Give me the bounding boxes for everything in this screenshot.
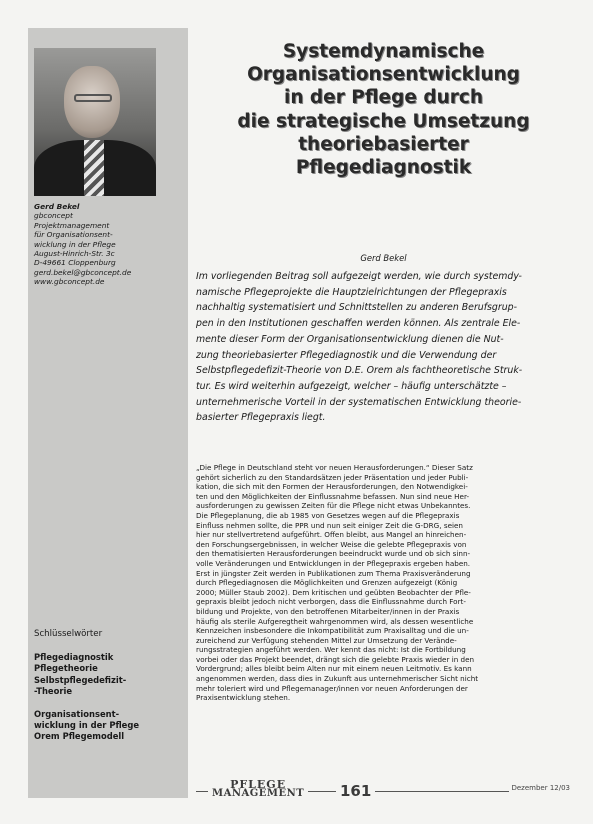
author-photo: [34, 48, 156, 196]
author-line: wicklung in der Pflege: [34, 239, 116, 249]
author-name: Gerd Bekel: [34, 202, 80, 211]
title-line: Pflegediagnostik: [295, 157, 472, 179]
abstract-line: tur. Es wird weiterhin aufgezeigt, welcher – häufig unterschätzte –: [196, 380, 507, 392]
abstract-line: zung theoriebasierter Pflegediagnostik und die Verwendung der: [196, 349, 497, 361]
body-line: gehört sicherlich zu den Standardsätzen jeder Präsentation und jeder Publi-: [196, 472, 469, 482]
abstract-line: Selbstpflegedefizit-Theorie von D.E. Orem als fachtheoretische Struk-: [196, 365, 523, 377]
abstract-line: nachhaltig systematisiert und Schnittstellen zu anderen Berufsgrup-: [196, 302, 518, 314]
keywords-title: Schlüsselwörter: [34, 629, 103, 639]
body-line: volle Veränderungen und Entwicklungen in der Pflegepraxis ergeben haben.: [196, 558, 471, 568]
abstract-line: unternehmerische Vorteil in der systematischen Entwicklung theorie-: [196, 396, 522, 408]
issue-label: Dezember 12/03: [511, 784, 570, 792]
author-line: August-Hinrich-Str. 3c: [34, 249, 115, 259]
abstract-line: Im vorliegenden Beitrag soll aufgezeigt werden, wie durch systemdy-: [196, 271, 522, 282]
body-line: 2000; Müller Staub 2002). Dem kritischen und geübten Beobachter der Pfle-: [196, 587, 471, 597]
title-line: Organisationsentwicklung: [247, 64, 520, 86]
keyword-item: Selbstpflegedefizit-: [34, 674, 127, 685]
author-line: Projektmanagement: [34, 220, 110, 230]
abstract-line: basierter Pflegepraxis liegt.: [196, 412, 326, 424]
body-line: angenommen werden, dass dies in Zukunft aus unternehmerischer Sicht nicht: [196, 674, 479, 684]
body-line: rungsstrategien angeführt werden. Wer kennt das nicht: Ist die Fortbildung: [196, 645, 466, 655]
body-line: Vordergrund; alles bleibt beim Alten nur mit einem neuen Leitmotiv. Es kann: [196, 664, 472, 674]
body-line: ausforderungen zu gewissen Zeiten für die Pflege nicht etwas Unbekanntes.: [196, 501, 471, 511]
keyword-item: Orem Pflegemodell: [34, 731, 125, 742]
abstract-line: namische Pflegeprojekte die Hauptzielrichtungen der Pflegepraxis: [196, 286, 507, 298]
keyword-item: Pflegediagnostik: [34, 652, 114, 663]
logo-top-text: PFLEGE: [230, 778, 287, 791]
body-line: Einfluss nehmen sollte, die PPR und nun seit einiger Zeit die G-DRG, seien: [196, 520, 463, 530]
author-website[interactable]: www.gbconcept.de: [34, 277, 105, 287]
abstract-line: mente dieser Form der Organisationsentwicklung dienen die Nut-: [196, 333, 504, 345]
article-title: [196, 40, 571, 179]
article-body: [196, 463, 572, 703]
title-line: in der Pflege durch: [283, 87, 484, 109]
body-line: den Forschungsergebnissen, in welcher Weise die gelebte Pflegepraxis von: [196, 539, 467, 549]
author-contact: [34, 202, 184, 287]
body-line: häufig als sterile Aufgeregtheit wahrgenommen wird, als dessen wesentliche: [196, 616, 474, 626]
body-line: gepraxis bleibt jedoch nicht verborgen, dass die Einflussnahme durch Fort-: [196, 597, 466, 607]
body-line: Erst in jüngster Zeit werden in Publikationen zum Thema Praxisveränderung: [196, 568, 471, 578]
author-line: D-49661 Cloppenburg: [34, 258, 116, 268]
keywords-box: [34, 629, 184, 743]
body-line: Praxisentwicklung stehen.: [196, 693, 291, 703]
photo-glasses: [74, 94, 112, 102]
title-line: theoriebasierter: [298, 133, 469, 155]
article-byline: Gerd Bekel: [360, 253, 407, 263]
title-line: die strategische Umsetzung: [237, 110, 530, 132]
page-footer: [196, 780, 572, 802]
logo-bottom-text: MANAGEMENT: [212, 788, 305, 799]
author-email[interactable]: gerd.bekel@gbconcept.de: [34, 267, 132, 277]
author-line: für Organisationsent-: [34, 230, 113, 240]
body-line: „Die Pflege in Deutschland steht vor neuen Herausforderungen.“ Dieser Satz: [196, 463, 473, 472]
photo-head: [64, 66, 120, 138]
body-line: den thematisierten Herausforderungen beeindruckt wurde und ob sich sinn-: [196, 549, 471, 559]
body-line: mehr toleriert wird und Pflegemanager/innen vor neuen Anforderungen der: [196, 683, 468, 693]
body-line: Die Pflegeplanung, die ab 1985 von Gesetzes wegen auf die Pflegepraxis: [196, 510, 460, 520]
body-line: vorbei oder das Projekt beendet, drängt sich die gelebte Praxis wieder in den: [196, 654, 475, 664]
keyword-item: wicklung in der Pflege: [34, 720, 140, 731]
magazine-logo: [208, 780, 308, 798]
keyword-item: Pflegetheorie: [34, 663, 98, 674]
page-number: 161: [336, 782, 375, 800]
body-line: bildung und Projekte, von den betroffenen Mitarbeiter/innen in der Praxis: [196, 606, 460, 616]
author-line: gbconcept: [34, 211, 73, 221]
keyword-item: -Theorie: [34, 685, 73, 696]
body-line: kation, die sich mit den Formen der Herausforderungen, den Notwendigkei-: [196, 482, 468, 492]
body-line: Kennzeichen insbesondere die Inkompatibilität zum Praxisalltag und die un-: [196, 626, 469, 636]
photo-tie: [84, 140, 104, 196]
abstract-line: pen in den Institutionen geschaffen werden können. Als zentrale Ele-: [196, 318, 521, 330]
title-line: Systemdynamische: [282, 41, 485, 62]
body-line: ten und den Möglichkeiten der Einflussnahme befassen. Nun sind neue Her-: [196, 491, 470, 501]
body-line: durch Pflegediagnosen die Möglichkeiten und Grenzen aufgezeigt (König: [196, 578, 458, 588]
article-abstract: [196, 269, 568, 426]
keyword-item: Organisationsent-: [34, 709, 120, 720]
body-line: hier nur stellvertretend aufgeführt. Offen bleibt, aus Mangel an hinreichen-: [196, 530, 467, 540]
body-line: zureichend zur Verfügung stehenden Mittel zur Umsetzung der Verände-: [196, 635, 457, 645]
